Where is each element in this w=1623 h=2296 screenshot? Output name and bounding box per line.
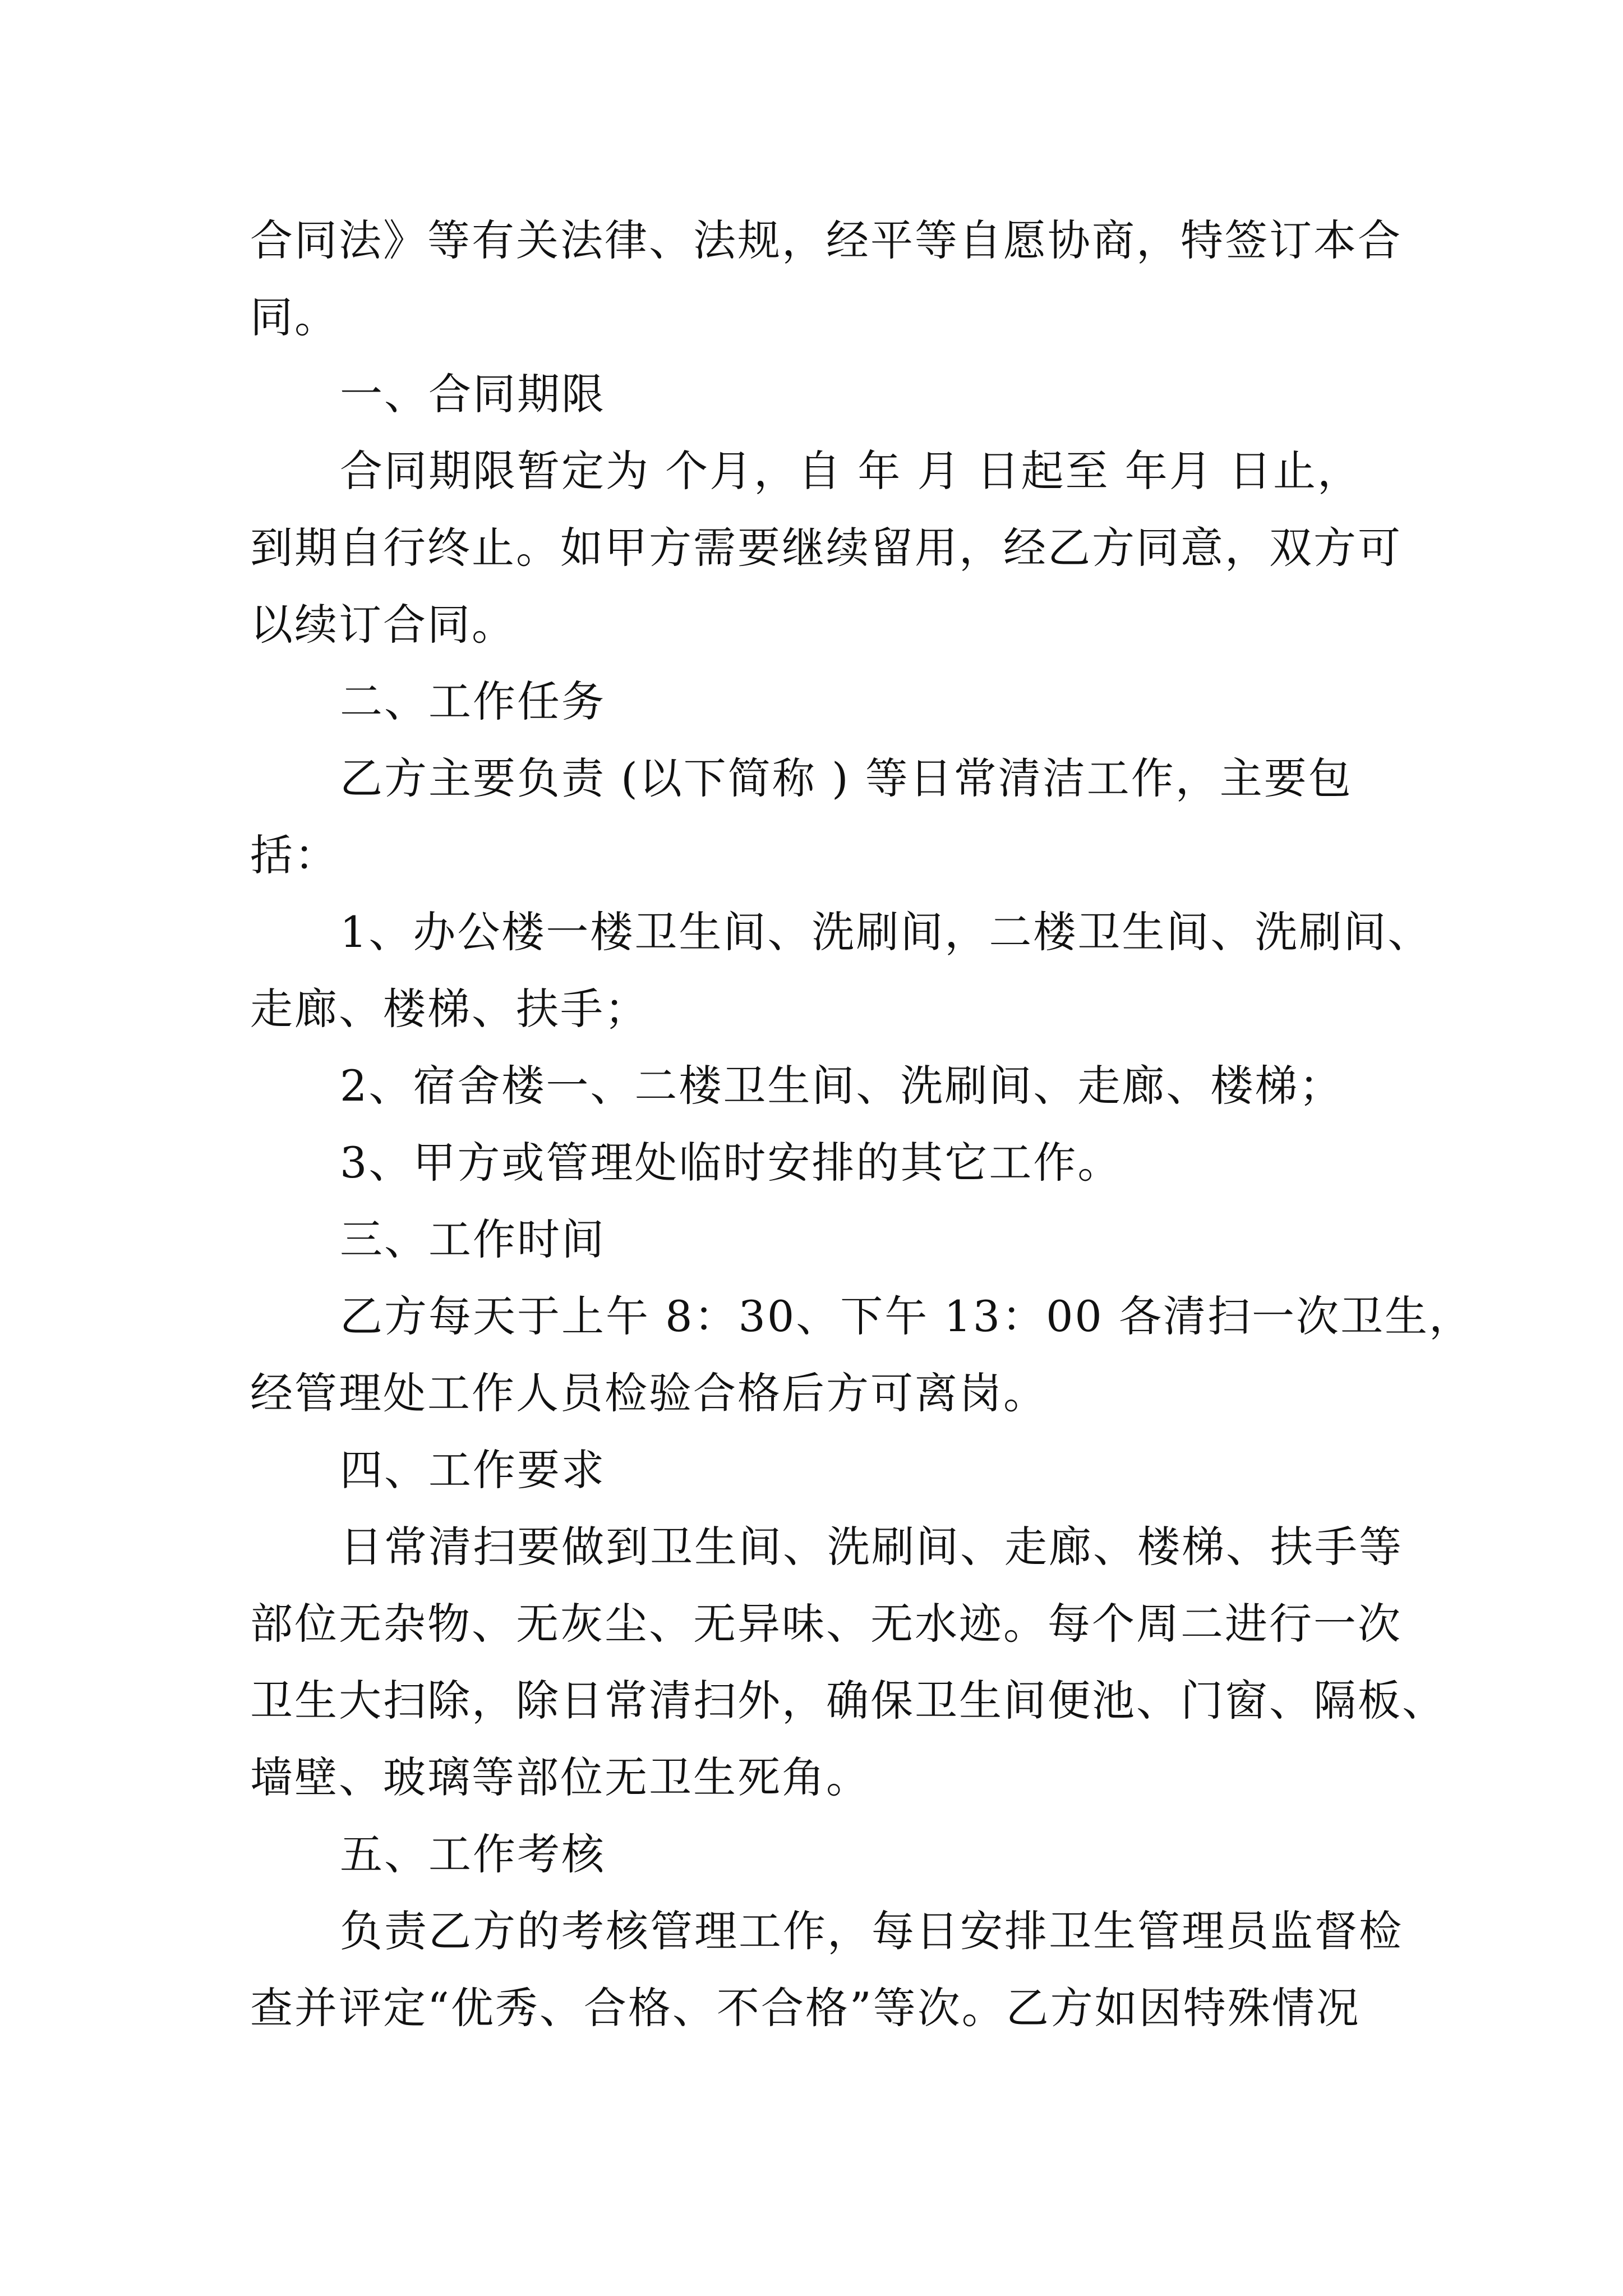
text-line: 到期自行终止。如甲方需要继续留用，经乙方同意，双方可 xyxy=(250,523,1402,573)
section-heading-work-requirements: 四、工作要求 xyxy=(340,1445,606,1495)
text-line: 走廊、楼梯、扶手； xyxy=(250,984,649,1034)
text-line: 负责乙方的考核管理工作，每日安排卫生管理员监督检 xyxy=(340,1906,1403,1956)
text-line: 部位无杂物、无灰尘、无异味、无水迹。每个周二进行一次 xyxy=(250,1599,1402,1649)
text-line: 乙方主要负责 (以下简称 ) 等日常清洁工作，主要包 xyxy=(340,753,1353,803)
text-line: 同。 xyxy=(250,292,339,342)
text-line: 括： xyxy=(250,830,339,880)
text-line: 合同期限暂定为 个月，自 年 月 日起至 年月 日止， xyxy=(340,446,1362,496)
list-item: 3、甲方或管理处临时安排的其它工作。 xyxy=(340,1138,1122,1188)
document-body xyxy=(250,202,1473,2046)
section-heading-work-assessment: 五、工作考核 xyxy=(340,1829,606,1879)
text-line: 查并评定“优秀、合格、不合格”等次。乙方如因特殊情况 xyxy=(250,1983,1361,2033)
text-line: 乙方每天于上午 8：30、下午 13：00 各清扫一次卫生， xyxy=(340,1291,1473,1341)
section-heading-work-tasks: 二、工作任务 xyxy=(340,677,606,726)
section-heading-work-time: 三、工作时间 xyxy=(340,1214,606,1264)
list-item: 2、宿舍楼一、二楼卫生间、洗刷间、走廊、楼梯； xyxy=(340,1061,1344,1111)
text-line: 卫生大扫除，除日常清扫外，确保卫生间便池、门窗、隔板、 xyxy=(250,1676,1446,1726)
text-line: 墙壁、玻璃等部位无卫生死角。 xyxy=(250,1752,870,1802)
text-line: 日常清扫要做到卫生间、洗刷间、走廊、楼梯、扶手等 xyxy=(340,1522,1403,1572)
list-item: 1、办公楼一楼卫生间、洗刷间，二楼卫生间、洗刷间、 xyxy=(340,907,1432,957)
text-line: 以续订合同。 xyxy=(250,600,516,650)
section-heading-contract-term: 一、合同期限 xyxy=(340,369,606,419)
text-line: 合同法》等有关法律、法规，经平等自愿协商，特签订本合 xyxy=(250,215,1402,265)
text-line: 经管理处工作人员检验合格后方可离岗。 xyxy=(250,1368,1048,1418)
